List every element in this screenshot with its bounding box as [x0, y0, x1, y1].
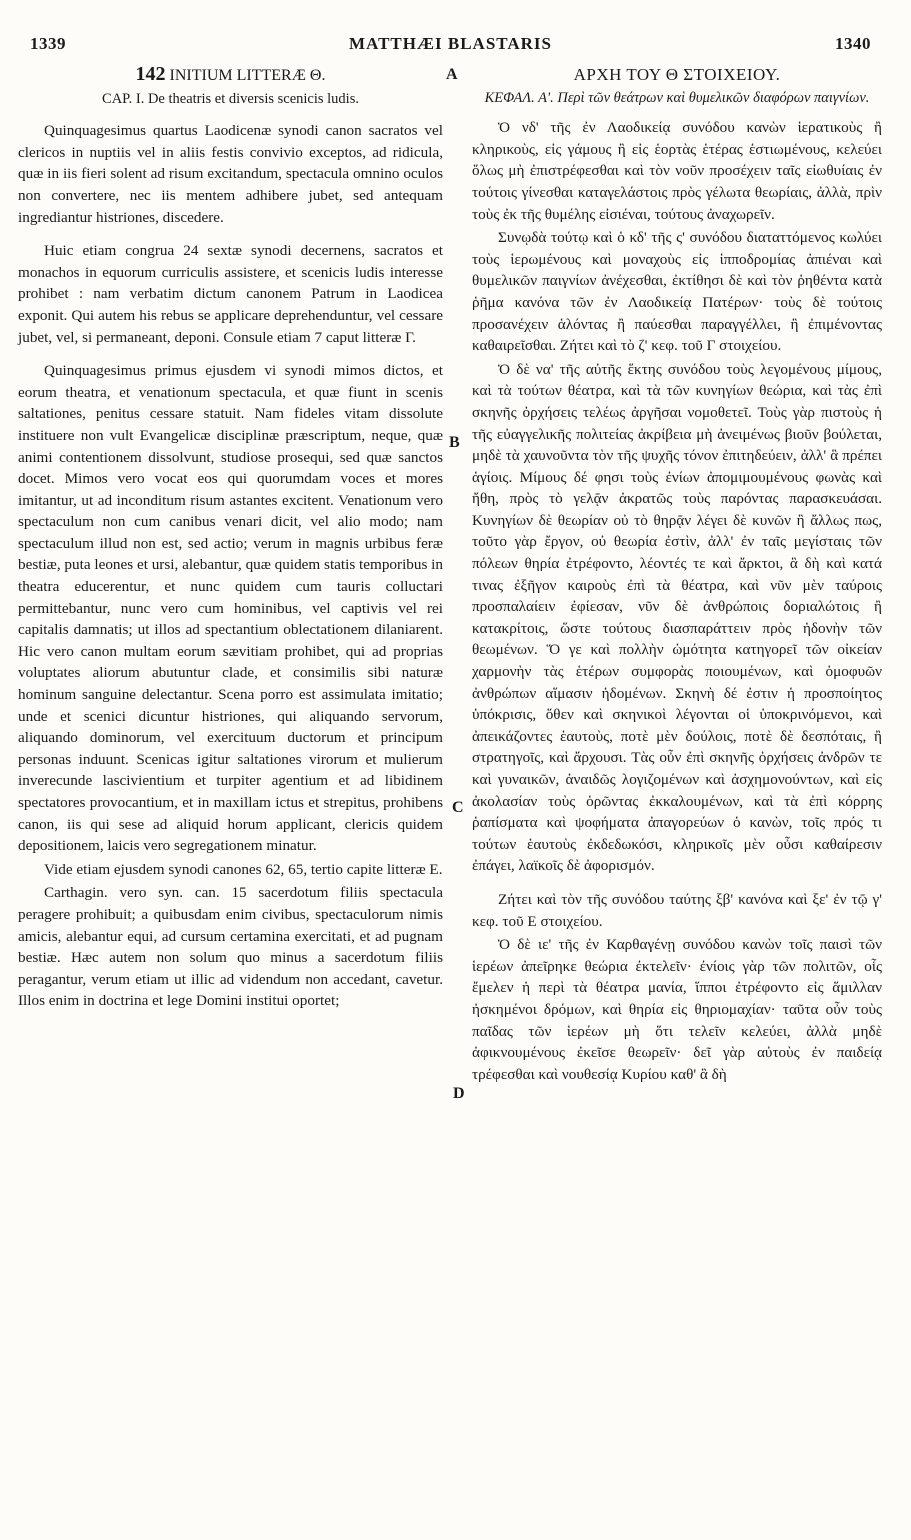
margin-letter-d: D: [453, 1085, 465, 1102]
book-title: MATTHÆI BLASTARIS: [349, 34, 552, 53]
greek-paragraph: Συνῳδὰ τούτῳ καὶ ὁ κδ' τῆς ς' συνόδου διαταττόμενος κωλύει τοὺς ἱερωμένους καὶ μοναχοὺς εἰς ἱπποδρομίας ἀπιέναι καὶ θυμελικῶν παιγνίων ἀνέχεσθαι, ἐκτίθησι δὲ καὶ τὸν ῥηθέντα κατὰ ῥῆμα κανόνα τῶν ἐν Λαοδικείᾳ Πατέρων· τοὺς δὲ τούτοις προσανέχειν ἁλόντας ἢ παύεσθαι παραγγέλλει, ἢ ἐπιμένοντας καθαιρεῖσθαι. Ζήτει καὶ τὸ ζ' κεφ. τοῦ Γ στοιχείου.: [472, 229, 882, 355]
right-page-number: 1340: [835, 34, 871, 53]
latin-paragraph: Carthagin. vero syn. can. 15 sacerdotum filiis spectacula peragere prohibuit; a quibusdam enim civibus, spectaculorum nimis amicis, alebantur equi, ad cursum certamina exercitati, et ad pugnam bestiæ. Hæc autem non solum quo minus a sacerdotum filiis peragantur, verum etiam ut illic ad videndum non accedant, cavetur. Illos enim in doctrina et lege Domini institui oportet;: [18, 884, 443, 1010]
latin-heading-text: INITIUM LITTERÆ Θ.: [169, 67, 326, 84]
latin-paragraph: Quinquagesimus primus ejusdem vi synodi mimos dictos, et eorum theatra, et venationum spectacula, et quæ fiunt in scenis saltationes, penitus cessare statuit. Nam fideles vitam dissolute instituere non vult Evangelicæ disciplinæ præscriptum, neque, quæ animi contentionem dissolvunt, studiose prosequi, sed quæ sanctos docet. Mimos vero vocat eos qui quorumdam voces et mores imitantur, ut ad inconditum risum astantes excitent. Venationum vero spectaculum non cum canibus venari dicit, vel alio modo; nam spectaculum illud non est, sed actio; verum in magnis urbibus feræ bestiæ, puta leones et ursi, alebantur, quæ quidem statis temporibus in theatra educerentur, et nunc quidem cum tauris colluctari permittebantur, nunc vero cum hominibus, vel captivis vel rei capitalis damnatis; ut illos ad spectantium oblectationem dilaniarent. Hic vero canon multam eorum sævitiam prohibet, qui ad proprias voluptates aliorum abutuntur clade, et consimilis sibi naturæ hominum sanguine delectantur. Scena porro est assimulata imitatio; unde et scenici dicuntur histriones, qui aliquando servorum, aliquando dominorum, vel exercituum ductorum et principum personas induunt. Scenicas igitur saltationes virorum et mulierum inverecunde lascivientium et turpiter agentium et ad libidinem spectatores provocantium, et in maxillam ictus et strepitus, prohibens canon, iis qui sese ad aliquid horum applicant, clericis quidem depositionem, laicis vero segregationem minatur.: [18, 362, 443, 855]
latin-column: [18, 64, 443, 1024]
margin-letter-c: C: [452, 799, 464, 816]
margin-letter-b: B: [449, 434, 460, 451]
greek-column: [472, 64, 882, 1097]
latin-paragraph: Huic etiam congrua 24 sextæ synodi decernens, sacratos et monachos in equorum curriculis assistere, et scenicis ludis interesse prohibet : nam verbatim dictum canonem Patrum in Laodicea exponit. Qui autem his rebus se applicare deprehenduntur, vel cessare jubet, vel, si permaneant, deponi. Consule etiam 7 caput litteræ Γ.: [18, 242, 443, 346]
left-page-number: 1339: [30, 34, 66, 53]
margin-letter-a: A: [446, 66, 458, 83]
running-head: [30, 34, 871, 56]
greek-paragraph: Ζήτει καὶ τὸν τῆς συνόδου ταύτης ξβ' κανόνα καὶ ξε' ἐν τῷ γ' κεφ. τοῦ Ε στοιχείου.: [472, 890, 882, 930]
latin-paragraph: Quinquagesimus quartus Laodicenæ synodi canon sacratos vel clericos in nuptiis vel in aliis festis convivio exceptos, ad ridicula, quæ in iis fieri solent ad risum excitandum, spectacula omnino oculos non convertere, nec iis mentem adhibere jubet, sed antequam ingrediantur histriones, discedere.: [18, 122, 443, 226]
greek-paragraph: Ὁ νδ' τῆς ἐν Λαοδικείᾳ συνόδου κανὼν ἱερατικοὺς ἢ κληρικοὺς, εἰς γάμους ἢ εἰς ἑορτὰς ἑτέρας ἑστιωμένους, κελεύει ὅλως μὴ ἐπιστρέφεσθαι καὶ τὸν νοῦν προσέχειν ταῖς εἰωθυίαις ἐν τούτοις γίνεσθαι καταγελάστοις πρὸς γέλωτα θεωρίαις, ἀλλὰ, πρὶν τοὺς ἐκ τῆς θυμέλης εἰσιέναι, τούτους ἀναχωρεῖν.: [472, 119, 882, 223]
greek-section-heading: ΑΡΧΗ ΤΟΥ Θ ΣΤΟΙΧΕΙΟΥ.: [573, 65, 781, 84]
greek-paragraph: Ὁ δὲ ιε' τῆς ἐν Καρθαγένῃ συνόδου κανὼν τοῖς παισὶ τῶν ἱερέων ἀπεῖρηκε θεώρια ἐκτελεῖν· ἐνίοις γὰρ τῶν πολιτῶν, οἷς ἔμελεν ἡ περὶ τὰ θέατρα μανία, ἵπποι ἐτρέφοντο εἰς ἅμιλλαν ἠσκημένοι δρόμων, καὶ θηρία εἰς θηριομαχίαν· ταῦτα οὖν τοὺς παῖδας τῶν ἱερέων μὴ ὅτι τελεῖν κελεύει, ἀλλὰ μηδὲ ἀφικνουμένους ἐκεῖσε θεωρεῖν· δεῖ γὰρ αὐτοὺς ἐν παιδείᾳ τρέφεσθαι καὶ νουθεσίᾳ Κυρίου καθ' ἃ δὴ: [472, 936, 882, 1083]
section-number: 142: [135, 63, 166, 85]
latin-paragraph: Vide etiam ejusdem synodi canones 62, 65, tertio capite litteræ E.: [44, 860, 443, 878]
greek-paragraph: Ὁ δὲ να' τῆς αὐτῆς ἕκτης συνόδου τοὺς λεγομένους μίμους, καὶ τὰ τούτων θέατρα, καὶ τὰ τῶν κυνηγίων θεώρια, καὶ τὰς ἐπὶ σκηνῆς ὀρχήσεις τελέως ἀργῆσαι νομοθετεῖ. Τοὺς γὰρ πιστοὺς ἡ τῆς εὐαγγελικῆς πολιτείας ἀκρίβεια μὴ ἀνειμένως βιοῦν βούλεται, μηδὲ τὰ χαυνοῦντα τὸν τῆς ψυχῆς τόνον ἐπιτηδεύειν, ἀλλ' ἃ πρέπει ἁγίοις. Μίμους δέ φησι τοὺς ἐνίων ἀπομιμουμένους φωνὰς καὶ ἤθη, πρὸς τὸ γελᾷν ἀκρατῶς τοὺς παρόντας παρασκευάσαι. Κυνηγίων δὲ θεωρίαν οὐ τὸ θηρᾷν λέγει δὲ κυνῶν ἢ ἄλλως πως, τοῦτο γὰρ ἔργον, οὐ θεωρία ἐστὶν, ἀλλ' ἐν ταῖς μεγίσταις τῶν πόλεων θηρία ἐτρέφοντο, λέοντές τε καὶ ἄρκτοι, ἃ δὴ καὶ κατά τινας ἐξῆγον καιροὺς ἐπὶ τὰ θέατρα, καὶ νῦν μὲν ταύροις προσπαλαίειν ἐφίεσαν, νῦν δὲ ἀνθρώποις δοριαλώτοις ἢ κατακρίτοις, ὥστε τούτους διασπαράττειν πρὸς ἡδονὴν τῶν θεωμένων. Ὅ γε καὶ πολλὴν ὠμότητα κατηγορεῖ τῶν οἰκείαν χαρμονὴν τὰς ἑτέρων συμφορὰς ποιουμένων, καὶ ὁμοφυῶν ἀνθρώπων αἵμασιν ἡδομένων. Σκηνὴ δέ ἐστιν ἡ προσποίητος ὑπόκρισις, ὅθεν καὶ σκηνικοὶ λέγονται οἱ ὑποκρινόμενοι, καὶ ἀπεικάζοντες ἑαυτοὺς, ποτὲ μὲν δούλοις, ποτὲ δὲ δεσπόταις, ἢ στρατηγοῖς, καὶ ἄρχουσι. Τὰς οὖν ἐπὶ σκηνῆς ὀρχήσεις ἀνδρῶν τε καὶ γυναικῶν, ἀναιδῶς λογιζομένων καὶ ἀσχημονούντων, καὶ εἰς ἀκολασίαν τοὺς ὁρῶντας ἐκκαλουμένων, καὶ τὰ ἐπὶ κόρρης ῥαπίσματα καὶ ψοφήματα ἀπαγορεύων ὁ κανὼν, τοῖς πρός τι τούτων ἑαυτοὺς ἐκδεδωκόσι, κληρικοῖς μὲν οὖσι καθαίρεσιν ἐπάγει, λαϊκοῖς δὲ ἀφορισμόν.: [472, 360, 882, 875]
greek-chapter-title: ΚΕΦΑΛ. Α'. Περὶ τῶν θεάτρων καὶ θυμελικῶν διαφόρων παιγνίων.: [484, 89, 870, 106]
latin-chapter-title: CAP. I. De theatris et diversis scenicis ludis.: [102, 90, 359, 107]
latin-section-heading: [18, 64, 443, 87]
